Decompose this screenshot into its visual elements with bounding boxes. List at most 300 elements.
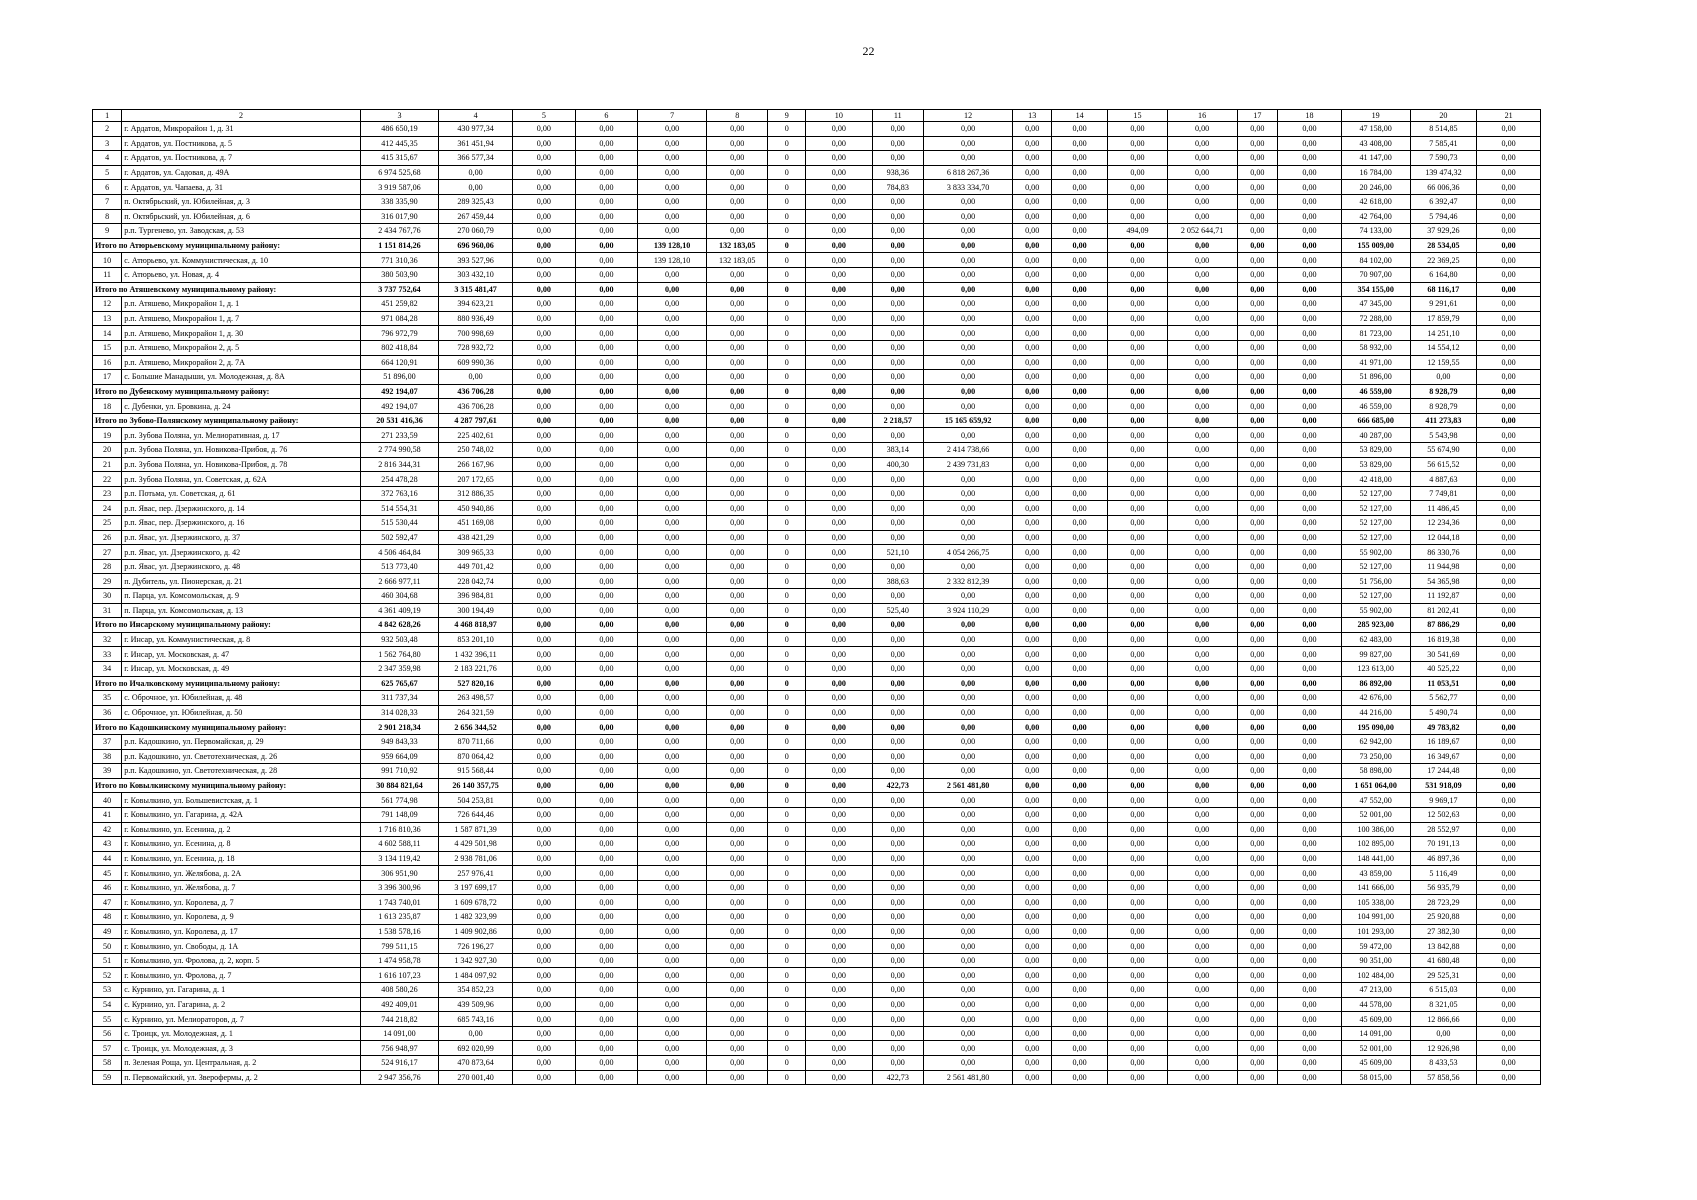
value-cell: 0,00	[706, 720, 768, 735]
value-cell: 41 680,48	[1410, 953, 1477, 968]
value-cell: 3 737 752,64	[360, 282, 438, 297]
value-cell: 46 559,00	[1341, 399, 1410, 414]
value-cell: 0,00	[638, 384, 707, 399]
value-cell: 0,00	[513, 632, 576, 647]
value-cell: 0,00	[1278, 691, 1342, 706]
value-cell: 0,00	[1278, 443, 1342, 458]
value-cell: 11 944,98	[1410, 559, 1477, 574]
value-cell: 0,00	[1013, 764, 1052, 779]
value-cell: 492 194,07	[360, 399, 438, 414]
value-cell: 0	[768, 180, 806, 195]
value-cell: 0,00	[513, 924, 576, 939]
value-cell: 0,00	[575, 180, 638, 195]
value-cell: 0,00	[706, 530, 768, 545]
value-cell: 0,00	[1237, 822, 1278, 837]
value-cell: 0,00	[872, 910, 923, 925]
value-cell: 4 287 797,61	[439, 413, 513, 428]
value-cell: 0,00	[872, 822, 923, 837]
value-cell: 0,00	[1477, 530, 1541, 545]
value-cell: 0,00	[1477, 326, 1541, 341]
value-cell: 0,00	[1237, 194, 1278, 209]
value-cell: 0,00	[1051, 1056, 1107, 1071]
value-cell: 0,00	[806, 151, 873, 166]
value-cell: 0,00	[1237, 997, 1278, 1012]
value-cell: 0,00	[923, 370, 1013, 385]
value-cell: 0,00	[1108, 983, 1167, 998]
value-cell: 8 321,05	[1410, 997, 1477, 1012]
value-cell: 0	[768, 326, 806, 341]
value-cell: 0,00	[1237, 545, 1278, 560]
value-cell: 0,00	[638, 180, 707, 195]
value-cell: 0,00	[1237, 1026, 1278, 1041]
value-cell: 309 965,33	[439, 545, 513, 560]
value-cell: 139 128,10	[638, 238, 707, 253]
value-cell: 0,00	[575, 1026, 638, 1041]
value-cell: 0,00	[1013, 428, 1052, 443]
value-cell: 6 392,47	[1410, 194, 1477, 209]
value-cell: 0,00	[1013, 895, 1052, 910]
address-cell: г. Ковылкино, ул. Гагарина, д. 42А	[122, 807, 361, 822]
value-cell: 0,00	[513, 180, 576, 195]
value-cell: 0,00	[923, 997, 1013, 1012]
value-cell: 1 538 578,16	[360, 924, 438, 939]
value-cell: 0,00	[806, 720, 873, 735]
value-cell: 0,00	[1477, 428, 1541, 443]
value-cell: 0,00	[806, 428, 873, 443]
value-cell: 0,00	[638, 297, 707, 312]
value-cell: 0,00	[638, 632, 707, 647]
value-cell: 0,00	[706, 983, 768, 998]
value-cell: 0,00	[1237, 837, 1278, 852]
value-cell: 938,36	[872, 165, 923, 180]
value-cell: 513 773,40	[360, 559, 438, 574]
value-cell: 959 664,09	[360, 749, 438, 764]
value-cell: 0,00	[1477, 180, 1541, 195]
value-cell: 0,00	[575, 238, 638, 253]
value-cell: 0,00	[1278, 253, 1342, 268]
row-number: 37	[93, 734, 122, 749]
value-cell: 0,00	[1013, 413, 1052, 428]
value-cell: 0,00	[1477, 253, 1541, 268]
value-cell: 132 183,05	[706, 253, 768, 268]
value-cell: 0,00	[1237, 457, 1278, 472]
table-row	[93, 559, 1541, 574]
value-cell: 1 716 810,36	[360, 822, 438, 837]
value-cell: 0,00	[1013, 559, 1052, 574]
value-cell: 44 216,00	[1341, 705, 1410, 720]
value-cell: 0	[768, 122, 806, 137]
value-cell: 0,00	[706, 939, 768, 954]
value-cell: 100 386,00	[1341, 822, 1410, 837]
value-cell: 0,00	[923, 194, 1013, 209]
value-cell: 0	[768, 924, 806, 939]
value-cell: 0,00	[806, 691, 873, 706]
value-cell: 0,00	[1051, 326, 1107, 341]
value-cell: 0,00	[1013, 209, 1052, 224]
value-cell: 0,00	[513, 194, 576, 209]
value-cell: 0,00	[1108, 355, 1167, 370]
value-cell: 0,00	[1051, 924, 1107, 939]
value-cell: 266 167,96	[439, 457, 513, 472]
value-cell: 0	[768, 253, 806, 268]
value-cell: 0,00	[575, 326, 638, 341]
value-cell: 0,00	[638, 983, 707, 998]
address-cell: г. Ковылкино, ул. Есенина, д. 18	[122, 851, 361, 866]
value-cell: 0,00	[806, 559, 873, 574]
value-cell: 0,00	[806, 778, 873, 793]
value-cell: 195 090,00	[1341, 720, 1410, 735]
value-cell: 0,00	[923, 516, 1013, 531]
value-cell: 0,00	[706, 122, 768, 137]
value-cell: 0,00	[1108, 267, 1167, 282]
value-cell: 0,00	[1013, 326, 1052, 341]
value-cell: 0,00	[1278, 924, 1342, 939]
address-cell: с. Атюрьево, ул. Коммунистическая, д. 10	[122, 253, 361, 268]
address-cell: г. Инсар, ул. Московская, д. 49	[122, 661, 361, 676]
value-cell: 0	[768, 399, 806, 414]
value-cell: 915 568,44	[439, 764, 513, 779]
value-cell: 0,00	[923, 326, 1013, 341]
value-cell: 0,00	[1013, 501, 1052, 516]
value-cell: 0,00	[1108, 953, 1167, 968]
value-cell: 52 001,00	[1341, 1041, 1410, 1056]
value-cell: 0,00	[1278, 297, 1342, 312]
value-cell: 0,00	[1167, 472, 1237, 487]
value-cell: 726 644,46	[439, 807, 513, 822]
table-row	[93, 428, 1541, 443]
value-cell: 0,00	[513, 734, 576, 749]
value-cell: 0,00	[923, 1026, 1013, 1041]
value-cell: 0,00	[872, 749, 923, 764]
column-number-16: 16	[1167, 110, 1237, 122]
value-cell: 0,00	[575, 399, 638, 414]
value-cell: 267 459,44	[439, 209, 513, 224]
value-cell: 0,00	[575, 691, 638, 706]
value-cell: 0,00	[638, 340, 707, 355]
value-cell: 0,00	[575, 807, 638, 822]
table-row	[93, 122, 1541, 137]
value-cell: 0,00	[575, 355, 638, 370]
value-cell: 0,00	[1051, 793, 1107, 808]
value-cell: 0,00	[638, 705, 707, 720]
address-cell: г. Ковылкино, ул. Есенина, д. 8	[122, 837, 361, 852]
value-cell: 0,00	[1051, 734, 1107, 749]
value-cell: 1 432 396,11	[439, 647, 513, 662]
value-cell: 0,00	[575, 370, 638, 385]
value-cell: 42 418,00	[1341, 472, 1410, 487]
value-cell: 396 984,81	[439, 589, 513, 604]
value-cell: 0,00	[1477, 822, 1541, 837]
value-cell: 42 618,00	[1341, 194, 1410, 209]
value-cell: 8 928,79	[1410, 384, 1477, 399]
value-cell: 0,00	[1013, 516, 1052, 531]
value-cell: 41 971,00	[1341, 355, 1410, 370]
value-cell: 0,00	[806, 413, 873, 428]
column-number-7: 7	[638, 110, 707, 122]
row-number: 26	[93, 530, 122, 545]
value-cell: 756 948,97	[360, 1041, 438, 1056]
value-cell: 0,00	[1278, 282, 1342, 297]
value-cell: 0,00	[806, 764, 873, 779]
row-number: 21	[93, 457, 122, 472]
table-row	[93, 910, 1541, 925]
value-cell: 1 609 678,72	[439, 895, 513, 910]
address-cell: р.п. Явас, ул. Дзержинского, д. 42	[122, 545, 361, 560]
value-cell: 0,00	[706, 1026, 768, 1041]
value-cell: 0,00	[1013, 370, 1052, 385]
value-cell: 0,00	[1051, 647, 1107, 662]
value-cell: 4 842 628,26	[360, 618, 438, 633]
value-cell: 0,00	[1108, 194, 1167, 209]
row-number: 18	[93, 399, 122, 414]
value-cell: 0,00	[872, 355, 923, 370]
value-cell: 0,00	[1051, 297, 1107, 312]
value-cell: 0,00	[923, 793, 1013, 808]
value-cell: 0,00	[1167, 632, 1237, 647]
value-cell: 0,00	[806, 734, 873, 749]
value-cell: 354 852,23	[439, 983, 513, 998]
value-cell: 1 151 814,26	[360, 238, 438, 253]
value-cell: 0	[768, 953, 806, 968]
value-cell: 0,00	[806, 238, 873, 253]
value-cell: 6 818 267,36	[923, 165, 1013, 180]
value-cell: 0,00	[1167, 910, 1237, 925]
value-cell: 12 866,66	[1410, 1012, 1477, 1027]
value-cell: 0,00	[806, 282, 873, 297]
value-cell: 0,00	[1013, 224, 1052, 239]
value-cell: 0	[768, 311, 806, 326]
value-cell: 853 201,10	[439, 632, 513, 647]
value-cell: 0,00	[638, 194, 707, 209]
value-cell: 0,00	[806, 953, 873, 968]
value-cell: 0,00	[1108, 822, 1167, 837]
value-cell: 263 498,57	[439, 691, 513, 706]
value-cell: 0,00	[1278, 136, 1342, 151]
value-cell: 0,00	[806, 983, 873, 998]
value-cell: 0,00	[513, 895, 576, 910]
row-number: 11	[93, 267, 122, 282]
address-cell: р.п. Зубова Поляна, ул. Мелиоративная, д. 17	[122, 428, 361, 443]
value-cell: 7 585,41	[1410, 136, 1477, 151]
value-cell: 0,00	[1237, 705, 1278, 720]
value-cell: 0,00	[1051, 486, 1107, 501]
row-number: 50	[93, 939, 122, 954]
value-cell: 0,00	[706, 749, 768, 764]
value-cell: 451 259,82	[360, 297, 438, 312]
value-cell: 0,00	[923, 837, 1013, 852]
table-row	[93, 749, 1541, 764]
value-cell: 0	[768, 632, 806, 647]
table-row	[93, 647, 1541, 662]
address-cell: р.п. Атяшево, Микрорайон 1, д. 1	[122, 297, 361, 312]
value-cell: 0,00	[1237, 559, 1278, 574]
value-cell: 0	[768, 165, 806, 180]
value-cell: 0,00	[1108, 180, 1167, 195]
value-cell: 0	[768, 151, 806, 166]
table-row	[93, 939, 1541, 954]
value-cell: 0,00	[575, 253, 638, 268]
row-number: 9	[93, 224, 122, 239]
value-cell: 0,00	[638, 267, 707, 282]
value-cell: 0,00	[1167, 530, 1237, 545]
value-cell: 0,00	[1278, 866, 1342, 881]
address-cell: п. Первомайский, ул. Зверофермы, д. 2	[122, 1070, 361, 1085]
value-cell: 0,00	[513, 486, 576, 501]
address-cell: с. Атюрьево, ул. Новая, д. 4	[122, 267, 361, 282]
row-number: 56	[93, 1026, 122, 1041]
table-row	[93, 545, 1541, 560]
value-cell: 46 559,00	[1341, 384, 1410, 399]
value-cell: 0,00	[872, 428, 923, 443]
value-cell: 4 506 464,84	[360, 545, 438, 560]
value-cell: 0,00	[638, 326, 707, 341]
value-cell: 0,00	[1237, 953, 1278, 968]
value-cell: 2 816 344,31	[360, 457, 438, 472]
value-cell: 0,00	[706, 355, 768, 370]
value-cell: 0,00	[1278, 399, 1342, 414]
value-cell: 30 541,69	[1410, 647, 1477, 662]
value-cell: 148 441,00	[1341, 851, 1410, 866]
value-cell: 0,00	[872, 1026, 923, 1041]
value-cell: 62 483,00	[1341, 632, 1410, 647]
value-cell: 0	[768, 1026, 806, 1041]
value-cell: 0,00	[1278, 516, 1342, 531]
value-cell: 0,00	[1167, 764, 1237, 779]
value-cell: 0,00	[706, 457, 768, 472]
value-cell: 0,00	[806, 939, 873, 954]
value-cell: 5 794,46	[1410, 209, 1477, 224]
value-cell: 0,00	[1477, 238, 1541, 253]
value-cell: 0,00	[1167, 340, 1237, 355]
value-cell: 0	[768, 603, 806, 618]
value-cell: 0,00	[1051, 238, 1107, 253]
value-cell: 524 916,17	[360, 1056, 438, 1071]
value-cell: 0	[768, 910, 806, 925]
row-number: 44	[93, 851, 122, 866]
value-cell: 0,00	[923, 924, 1013, 939]
value-cell: 27 382,30	[1410, 924, 1477, 939]
value-cell: 0,00	[513, 122, 576, 137]
value-cell: 0,00	[513, 297, 576, 312]
address-cell: г. Ковылкино, ул. Большевистская, д. 1	[122, 793, 361, 808]
value-cell: 123 613,00	[1341, 661, 1410, 676]
value-cell: 0,00	[1013, 603, 1052, 618]
value-cell: 0,00	[513, 720, 576, 735]
value-cell: 54 365,98	[1410, 574, 1477, 589]
value-cell: 0,00	[872, 501, 923, 516]
row-number: 43	[93, 837, 122, 852]
value-cell: 0,00	[1278, 340, 1342, 355]
value-cell: 0,00	[1237, 691, 1278, 706]
total-label: Итого по Дубенскому муниципальному району:	[93, 384, 361, 399]
value-cell: 0,00	[1013, 866, 1052, 881]
value-cell: 0,00	[706, 618, 768, 633]
value-cell: 16 189,67	[1410, 734, 1477, 749]
value-cell: 7 590,73	[1410, 151, 1477, 166]
value-cell: 0,00	[575, 340, 638, 355]
value-cell: 0,00	[1167, 428, 1237, 443]
value-cell: 5 543,98	[1410, 428, 1477, 443]
value-cell: 0,00	[1167, 355, 1237, 370]
value-cell: 0,00	[1051, 165, 1107, 180]
value-cell: 0,00	[1237, 428, 1278, 443]
value-cell: 0,00	[1167, 589, 1237, 604]
address-cell: г. Ковылкино, ул. Фролова, д. 7	[122, 968, 361, 983]
value-cell: 0,00	[575, 749, 638, 764]
value-cell: 0,00	[806, 1056, 873, 1071]
value-cell: 0,00	[806, 340, 873, 355]
value-cell: 0,00	[513, 136, 576, 151]
value-cell: 0,00	[575, 194, 638, 209]
value-cell: 4 602 588,11	[360, 837, 438, 852]
value-cell: 0,00	[1278, 968, 1342, 983]
value-cell: 1 409 902,86	[439, 924, 513, 939]
table-row	[93, 997, 1541, 1012]
value-cell: 87 886,29	[1410, 618, 1477, 633]
value-cell: 0,00	[638, 122, 707, 137]
value-cell: 0,00	[1477, 749, 1541, 764]
value-cell: 0,00	[513, 457, 576, 472]
value-cell: 0,00	[638, 953, 707, 968]
value-cell: 0,00	[872, 983, 923, 998]
value-cell: 1 613 235,87	[360, 910, 438, 925]
value-cell: 0,00	[638, 282, 707, 297]
value-cell: 0,00	[1477, 807, 1541, 822]
value-cell: 6 974 525,68	[360, 165, 438, 180]
table-row	[93, 953, 1541, 968]
value-cell: 0,00	[1167, 676, 1237, 691]
value-cell: 0,00	[1167, 194, 1237, 209]
value-cell: 0,00	[1013, 676, 1052, 691]
value-cell: 0,00	[1108, 413, 1167, 428]
value-cell: 0,00	[1477, 983, 1541, 998]
value-cell: 0,00	[806, 647, 873, 662]
address-cell: г. Ковылкино, ул. Королева, д. 17	[122, 924, 361, 939]
row-number: 57	[93, 1041, 122, 1056]
value-cell: 0,00	[706, 632, 768, 647]
value-cell: 47 213,00	[1341, 983, 1410, 998]
value-cell: 5 562,77	[1410, 691, 1477, 706]
value-cell: 0,00	[638, 603, 707, 618]
value-cell: 0,00	[1167, 778, 1237, 793]
value-cell: 422,73	[872, 778, 923, 793]
value-cell: 0,00	[1167, 384, 1237, 399]
value-cell: 285 923,00	[1341, 618, 1410, 633]
value-cell: 2 947 356,76	[360, 1070, 438, 1085]
total-label: Итого по Кадошкинскому муниципальному району:	[93, 720, 361, 735]
value-cell: 0,00	[1237, 939, 1278, 954]
value-cell: 0,00	[638, 1041, 707, 1056]
value-cell: 0,00	[575, 632, 638, 647]
value-cell: 0,00	[1237, 1070, 1278, 1085]
value-cell: 0,00	[1051, 516, 1107, 531]
value-cell: 1 482 323,99	[439, 910, 513, 925]
value-cell: 0,00	[706, 136, 768, 151]
value-cell: 0,00	[1108, 1041, 1167, 1056]
value-cell: 0,00	[1108, 997, 1167, 1012]
value-cell: 0,00	[1167, 136, 1237, 151]
value-cell: 0,00	[706, 180, 768, 195]
value-cell: 0,00	[1477, 1012, 1541, 1027]
value-cell: 0,00	[706, 661, 768, 676]
address-cell: г. Ковылкино, ул. Свободы, д. 1А	[122, 939, 361, 954]
value-cell: 0,00	[1278, 953, 1342, 968]
value-cell: 0,00	[638, 807, 707, 822]
value-cell: 0,00	[923, 311, 1013, 326]
value-cell: 5 116,49	[1410, 866, 1477, 881]
value-cell: 155 009,00	[1341, 238, 1410, 253]
total-label: Итого по Атяшевскому муниципальному району:	[93, 282, 361, 297]
